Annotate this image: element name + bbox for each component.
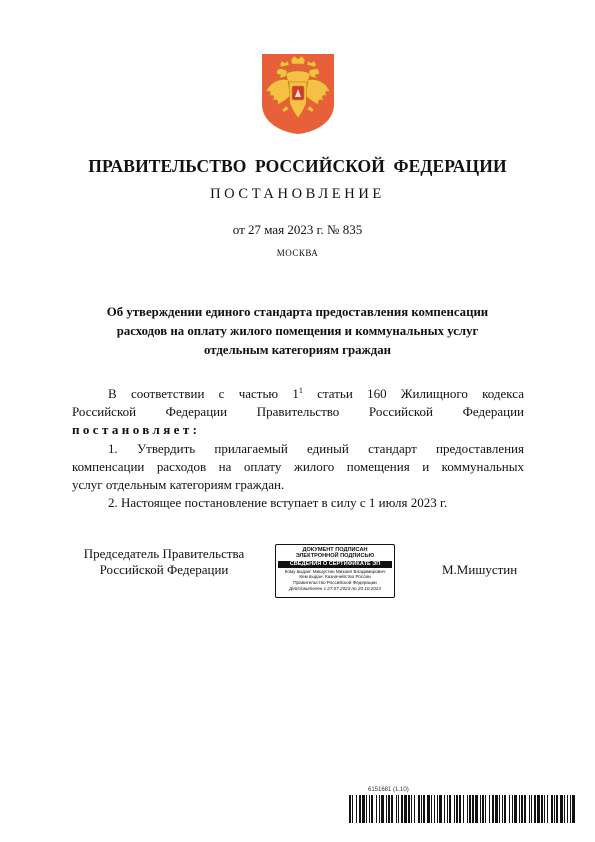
document-date-number: от 27 мая 2023 г. № 835: [232, 222, 363, 237]
stamp-title-line: ЭЛЕКТРОННОЙ ПОДПИСЬЮ: [295, 553, 375, 560]
electronic-signature-stamp: [275, 544, 395, 598]
item-1-line-1: 1. Утвердить прилагаемый единый стандарт предоставления: [108, 440, 524, 456]
barcode: [349, 795, 577, 823]
stamp-detail-line: Действителен с 27.07.2023 по 20.10.2024: [289, 585, 381, 591]
signatory-position-line: Российской Федерации: [99, 562, 229, 577]
subject-line: Об утверждении единого стандарта предоставления компенсации: [106, 305, 489, 319]
document-body: [72, 385, 524, 512]
barcode-icon: [349, 795, 577, 823]
stamp-detail-line: Кому выдан: Мишустин Михаил Владимирович: [284, 568, 386, 574]
paragraph-1-line-1: В соответствии с частью $1^1$ статьи 160 Жилищного кодекса: [108, 386, 524, 401]
subject-line: отдельным категориям граждан: [203, 343, 391, 357]
government-title: ПРАВИТЕЛЬСТВО РОССИЙСКОЙ ФЕДЕРАЦИИ: [88, 156, 507, 176]
item-1-line-2: компенсации расходов на оплату жилого помещения и коммунальных: [72, 458, 524, 474]
superscript: 1: [298, 386, 303, 395]
document-subject: [60, 303, 535, 360]
signatory-position-line: Председатель Правительства: [83, 546, 245, 561]
item-1-line-3: услуг отдельным категориям граждан.: [72, 477, 285, 493]
document-type: ПОСТАНОВЛЕНИЕ: [210, 186, 385, 202]
stamp-title-line: ДОКУМЕНТ ПОДПИСАН: [302, 547, 368, 553]
document-city: МОСКВА: [276, 248, 319, 258]
item-2: 2. Настоящее постановление вступает в силу с 1 июля 2023 г.: [108, 495, 448, 511]
decree-word: постановляет:: [72, 422, 201, 438]
paragraph-1-line-2: Российской Федерации Правительство Российской Федерации: [72, 404, 524, 420]
stamp-certificate-band: СВЕДЕНИЯ О СЕРТИФИКАТЕ ЭП: [278, 561, 392, 568]
signatory-position: [72, 546, 256, 578]
double-headed-eagle-icon: [260, 52, 336, 136]
signer-name: М.Мишустин: [442, 562, 518, 577]
subject-line: расходов на оплату жилого помещения и коммунальных услуг: [116, 324, 479, 338]
coat-of-arms-emblem: [260, 52, 336, 136]
stamp-detail-line: Кем выдан: Казначейство России: [299, 574, 371, 580]
barcode-number: 6151681 (1.10): [368, 787, 409, 793]
stamp-detail-line: Правительство Российской Федерации: [293, 580, 377, 585]
